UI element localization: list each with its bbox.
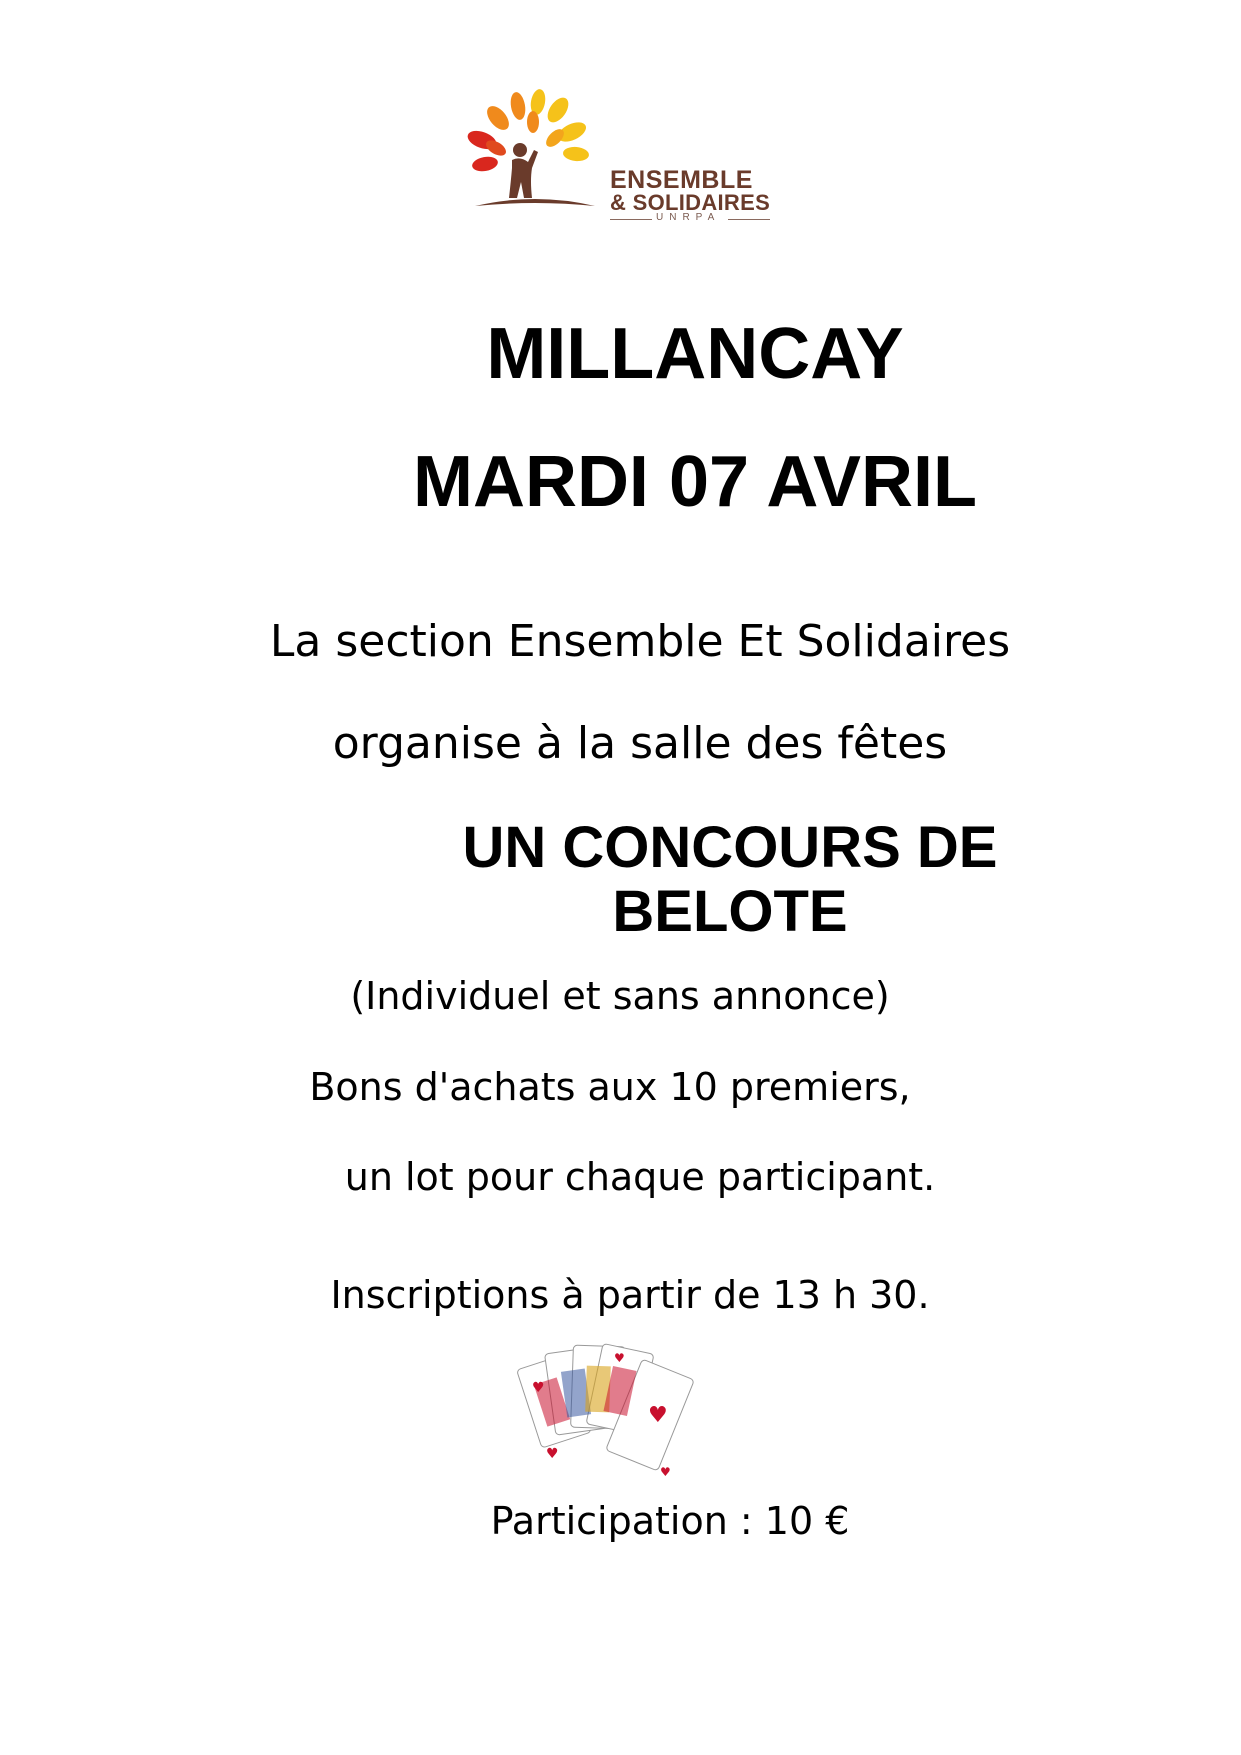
prizes-line-2: un lot pour chaque participant. [344, 1155, 936, 1199]
registration-info: Inscriptions à partir de 13 h 30. [330, 1273, 930, 1317]
svg-text:♥: ♥ [532, 1380, 545, 1396]
date-title: MARDI 07 AVRIL [412, 442, 978, 522]
logo-rule-left [610, 219, 652, 220]
event-title-line-1: UN CONCOURS DE [462, 815, 998, 880]
format-note: (Individuel et sans annonce) [350, 974, 890, 1018]
logo-rule-right [728, 219, 770, 220]
prizes-line-1: Bons d'achats aux 10 premiers, [309, 1065, 911, 1109]
svg-text:♥: ♥ [546, 1446, 559, 1462]
logo-line-ensemble: ENSEMBLE [610, 166, 753, 194]
svg-text:♥: ♥ [660, 1465, 671, 1479]
tree-person-logo-icon [460, 88, 610, 223]
town-title: MILLANCAY [486, 314, 904, 394]
event-title-line-2: BELOTE [612, 879, 848, 944]
svg-text:♥: ♥ [648, 1403, 668, 1428]
svg-text:♥: ♥ [614, 1351, 625, 1365]
playing-cards-icon [510, 1340, 710, 1500]
logo-line-unrpa: UNRPA [656, 212, 721, 223]
participation-fee: Participation : 10 € [490, 1499, 850, 1543]
playing-cards-image [510, 1340, 710, 1500]
brand-logo [460, 88, 790, 228]
intro-line-2: organise à la salle des fêtes [332, 718, 948, 769]
intro-line-1: La section Ensemble Et Solidaires [269, 616, 1011, 667]
logo-line-solidaires: & SOLIDAIRES [610, 190, 771, 215]
